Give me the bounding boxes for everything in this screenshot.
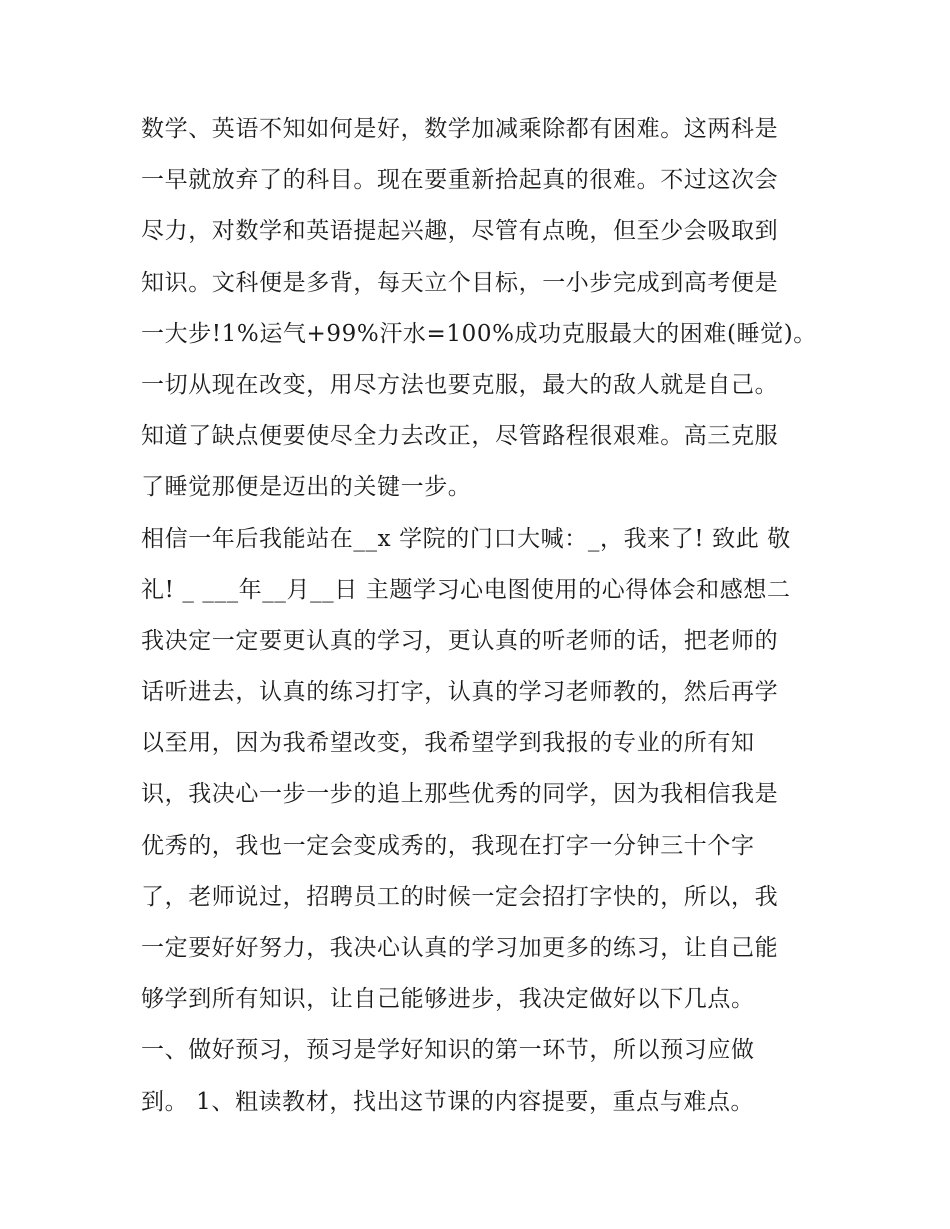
text-line: 一定要好好努力，我决心认真的学习加更多的练习，让自己能 [141,935,779,961]
text-line: 礼! _ ___年__月__日 主题学习心电图使用的心得体会和感想二 [141,576,791,603]
text-line: 相信一年后我能站在__x 学院的门口大喊：_，我来了! 致此 敬 [141,525,791,552]
text-line: 一早就放弃了的科目。现在要重新拾起真的很难。不过这次会 [141,167,779,194]
text-line: 够学到所有知识，让自己能够进步，我决定做好以下几点。 [141,986,755,1013]
text-line: 知道了缺点便要使尽全力去改正，尽管路程很艰难。高三克服 [141,423,779,450]
text-line: 我决定一定要更认真的学习，更认真的听老师的话，把老师的 [141,627,779,654]
text-line: 数学、英语不知如何是好，数学加减乘除都有困难。这两科是 [141,116,779,142]
text-line: 话听进去，认真的练习打字，认真的学习老师教的，然后再学 [141,679,779,706]
text-line: 尽力，对数学和英语提起兴趣，尽管有点晚，但至少会吸取到 [141,218,779,245]
text-line: 识，我决心一步一步的追上那些优秀的同学，因为我相信我是 [141,781,779,808]
document-body [141,104,821,1128]
text-line: 以至用，因为我希望改变，我希望学到我报的专业的所有知 [141,730,755,757]
text-line: 了睡觉那便是迈出的关键一步。 [141,474,472,501]
text-line: 一、做好预习，预习是学好知识的第一环节，所以预习应做 [141,1037,755,1064]
text-line: 优秀的，我也一定会变成秀的，我现在打字一分钟三十个字 [141,832,755,859]
text-line: 了，老师说过，招聘员工的时候一定会招打字快的，所以，我 [141,883,779,910]
text-line: 到。 1、粗读教材，找出这节课的内容提要，重点与难点。 [141,1088,755,1115]
text-line: 一大步!1%运气+99%汗水=100%成功克服最大的困难(睡觉)。 [141,320,817,347]
text-line: 一切从现在改变，用尽方法也要克服，最大的敌人就是自己。 [141,371,779,398]
text-line: 知识。文科便是多背，每天立个目标，一小步完成到高考便是 [141,269,779,296]
